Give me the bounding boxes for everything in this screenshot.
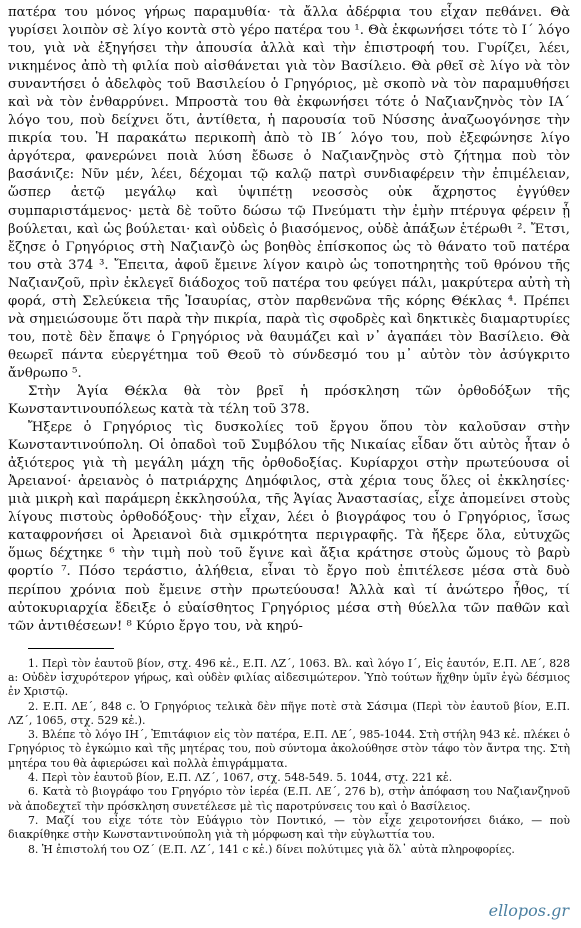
footnote-1: 1. Περὶ τὸν ἑαυτοῦ βίον, στχ. 496 κἑ., Ε.Π. ΛΖ΄, 1063. Βλ. καὶ λόγο Ι΄, Εἰς ἑαυτόν, Ε.Π. ΛΕ΄, 828 a: Οὐδὲν ἰσχυρότερον γήρως, καὶ οὐδὲν φιλίας αἰδεσιμώτερον. Ὑπὸ τούτων ἥχθην ὑμῖν ἐγὼ δέσμιος ἐν Χριστῷ. <box>8 656 570 699</box>
body-paragraph-3: Ἤξερε ὁ Γρηγόριος τὶς δυσκολίες τοῦ ἔργου ὅπου τὸν καλοῦσαν στὴν Κωνσταντινούπολη. Οἱ ὀπαδοὶ τοῦ Συμβόλου τῆς Νικαίας εἶδαν ὅτι αὐτὸς ἦταν ὁ ἀξιότερος γιὰ τὴ μεγάλη μάχη τῆς ὀρθοδοξίας. Κυρίαρχοι στὴν πρωτεύουσα οἱ Ἀρειανοί· ἀρειανὸς ὁ πατριάρχης Δημόφιλος, στὰ χέρια τους ὅλες οἱ ἐκκλησίες· μιὰ μικρὴ καὶ παράμερη ἐκκλησούλα, τῆς Ἁγίας Ἀναστασίας, εἶχε ἀπομείνει στοὺς λίγους πιστοὺς ὀρθοδόξους· τὴν εἶχαν, λέει ὁ βιογράφος του ὁ Γρηγόριος, ἴσως καταφρονήσει οἱ Ἀρειανοὶ διὰ σμικρότητα περιγραφῆς. Τὰ ἤξερε ὅλα, εὐτυχῶς ὅμως δέχτηκε ⁶ τὴν τιμὴ ποὺ τοῦ ἔγινε καὶ ἄξια κράτησε στοὺς ὤμους τὸ βαρὺ φορτίο ⁷. Πόσο τεράστιο, ἀλήθεια, εἶναι τὸ ἔργο ποὺ ἐπιτέλεσε μέσα στὰ δυὸ περίπου χρόνια ποὺ ἔμεινε στὴν πρωτεύουσα! Ἀλλὰ καὶ τί ἀνώτερο ἦθος, τί αὐτοκυριαρχία ἔδειξε ὁ εὐαίσθητος Γρηγόριος μέσα στὴ θύελλα τῶν παθῶν καὶ τῶν ἀντιθέσεων! ⁸ Κύριο ἔργο του, νὰ κηρύ- <box>8 420 570 634</box>
footnotes <box>8 657 570 857</box>
footnote-3: 3. Βλέπε τὸ λόγο ΙΗ΄, Ἐπιτάφιον εἰς τὸν πατέρα, Ε.Π. ΛΕ΄, 985-1044. Στὴ στήλη 943 κἑ. πλέκει ὁ Γρηγόριος τὸ ἐγκώμιο καὶ τῆς μητέρας του, ποὺ σύντομα ἀκολούθησε στὸν τάφο τὸν ἄντρα της. Στὴ μητέρα του θὰ ἀφιερώσει καὶ πολλὰ ἐπιγράμματα. <box>8 728 570 770</box>
footnote-2: 2. Ε.Π. ΛΕ΄, 848 c. Ὁ Γρηγόριος τελικὰ δὲν πῆγε ποτὲ στὰ Σάσιμα (Περὶ τὸν ἑαυτοῦ βίον, Ε.Π. ΛΖ΄, 1065, στχ. 529 κἑ.). <box>8 699 570 727</box>
footnote-divider <box>28 648 114 649</box>
page <box>8 4 570 857</box>
footnote-6: 6. Κατὰ τὸ βιογράφο του Γρηγόριο τὸν ἱερέα (Ε.Π. ΛΕ΄, 276 b), στὴν ἀπόφαση του Ναζιανζηνοῦ νὰ ἀποδεχτεῖ τὴν πρόσκληση συνετέλεσε μὲ τὶς παροτρύνσεις του καὶ ὁ Βασίλειος. <box>8 785 570 813</box>
main-text <box>8 4 570 636</box>
footnote-7: 7. Μαζί του εἶχε τότε τὸν Εὐάγριο τὸν Ποντικό, — τὸν εἶχε χειροτονήσει διάκο, — ποὺ διακρίθηκε στὴν Κωνσταντινούπολη γιὰ τὴ μόρφωση καὶ τὴν εὐγλωττία του. <box>8 813 570 842</box>
footnote-4-5: 4. Περὶ τὸν ἑαυτοῦ βίον, Ε.Π. ΛΖ΄, 1067, στχ. 548-549. 5. 1044, στχ. 221 κἑ. <box>28 771 453 785</box>
site-brand[interactable]: ellopos.gr <box>488 901 569 920</box>
body-paragraph-2: Στὴν Ἁγία Θέκλα θὰ τὸν βρεῖ ἡ πρόσκληση τῶν ὀρθοδόξων τῆς Κωνσταντινουπόλεως κατὰ τὰ τέλη τοῦ 378. <box>8 383 570 418</box>
body-paragraph-1: πατέρα του μόνος γήρως παραμυθία· τὰ ἄλλα ἀδέρφια του εἶχαν πεθάνει. Θὰ γυρίσει λοιπὸν σὲ λίγο κοντὰ στὸ γέρο πατέρα του ¹. Θὰ ἐκφωνήσει τότε τὸ Ι΄ λόγο του, γιὰ νὰ ἐξηγήσει τὴν ἀπουσία ἀλλὰ καὶ τὴν ἐπιστροφή του. Γυρίζει, λέει, νικημένος ἀπὸ τὴ φιλία ποὺ αἰσθάνεται γιὰ τὸν Βασίλειο. Θὰ ρθεῖ σὲ λίγο νὰ τὸν συναντήσει ὁ ἀδελφὸς τοῦ Βασιλείου ὁ Γρηγόριος, μὲ σκοπὸ νὰ τὸν παραμυθήσει καὶ νὰ τὸν ἐνθαρρύνει. Μπροστὰ του θὰ ἐκφωνήσει τότε ὁ Ναζιανζηνὸς τὸν ΙΑ΄ λόγο του, ποὺ δείχνει ὅτι, ἀντίθετα, ἡ παρουσία τοῦ Νύσσης ἀναζωογόνησε τὴν πικρία του. Ἡ παρακάτω περικοπὴ ἀπὸ τὸ ΙΒ΄ λόγο του, ποὺ ἐξεφώνησε λίγο ἀργότερα, φανερώνει ποιὰ λύση ἔδωσε ὁ Ναζιανζηνὸς στὸ ζήτημα ποὺ τὸν βασάνιζε: Νῦν μέν, λέει, δέχομαι τῷ καλῷ πατρὶ συνδιαφέρειν τὴν ἐπιμέλειαν, ὥσπερ ἀετῷ μεγάλῳ καὶ ὑψιπέτῃ νεοσσὸς οὐκ ἄχρηστος ἐγγύθεν συμπαριστάμενος· μετὰ δὲ τοῦτο δώσω τῷ Πνεύματι τὴν ἐμὴν πτέρυγα φέρειν ᾗ βούλεται, καὶ ὡς βούλεται· καὶ οὐδεὶς ὁ βιασόμενος, οὐδὲ ἀπάξων ἑτέρωθι ². Ἔτσι, ἔζησε ὁ Γρηγόριος στὴ Ναζιανζὸ ὡς βοηθὸς ἐπίσκοπος ὡς τὸ θάνατο τοῦ πατέρα του στὰ 374 ³. Ἔπειτα, ἀφοῦ ἔμεινε λίγον καιρὸ ὡς τοποτηρητὴς τοῦ θρόνου τῆς Ναζιανζοῦ, πρὶν ἐκλεγεῖ διάδοχος τοῦ πατέρα του φεύγει πάλι, μακρύτερα αὐτὴ τὴ φορά, στὴ Σελεύκεια τῆς Ἰσαυρίας, στὸν παρθενῶνα τῆς κόρης Θέκλας ⁴. Πρέπει νὰ σημειώσουμε ὅτι παρὰ τὴν πικρία, παρὰ τὶς σφοδρὲς καὶ δηκτικὲς διαμαρτυρίες του, ποτὲ δὲν ἔπαψε ὁ Γρηγόριος νὰ θαυμάζει καὶ ν᾽ ἀγαπάει τὸν Βασίλειο. Θὰ θεωρεῖ πάντα εὐεργέτημα τοῦ Θεοῦ τὸ σύνδεσμό του μ᾽ αὐτὸν τὸν ἀσύγκριτο ἄνθρωπο ⁵. <box>8 5 570 381</box>
footnote-8: 8. Ἡ ἐπιστολή του ΟΖ΄ (Ε.Π. ΛΖ΄, 141 c κἑ.) δίνει πολύτιμες γιὰ ὅλ᾽ αὐτὰ πληροφορίες. <box>28 842 515 856</box>
